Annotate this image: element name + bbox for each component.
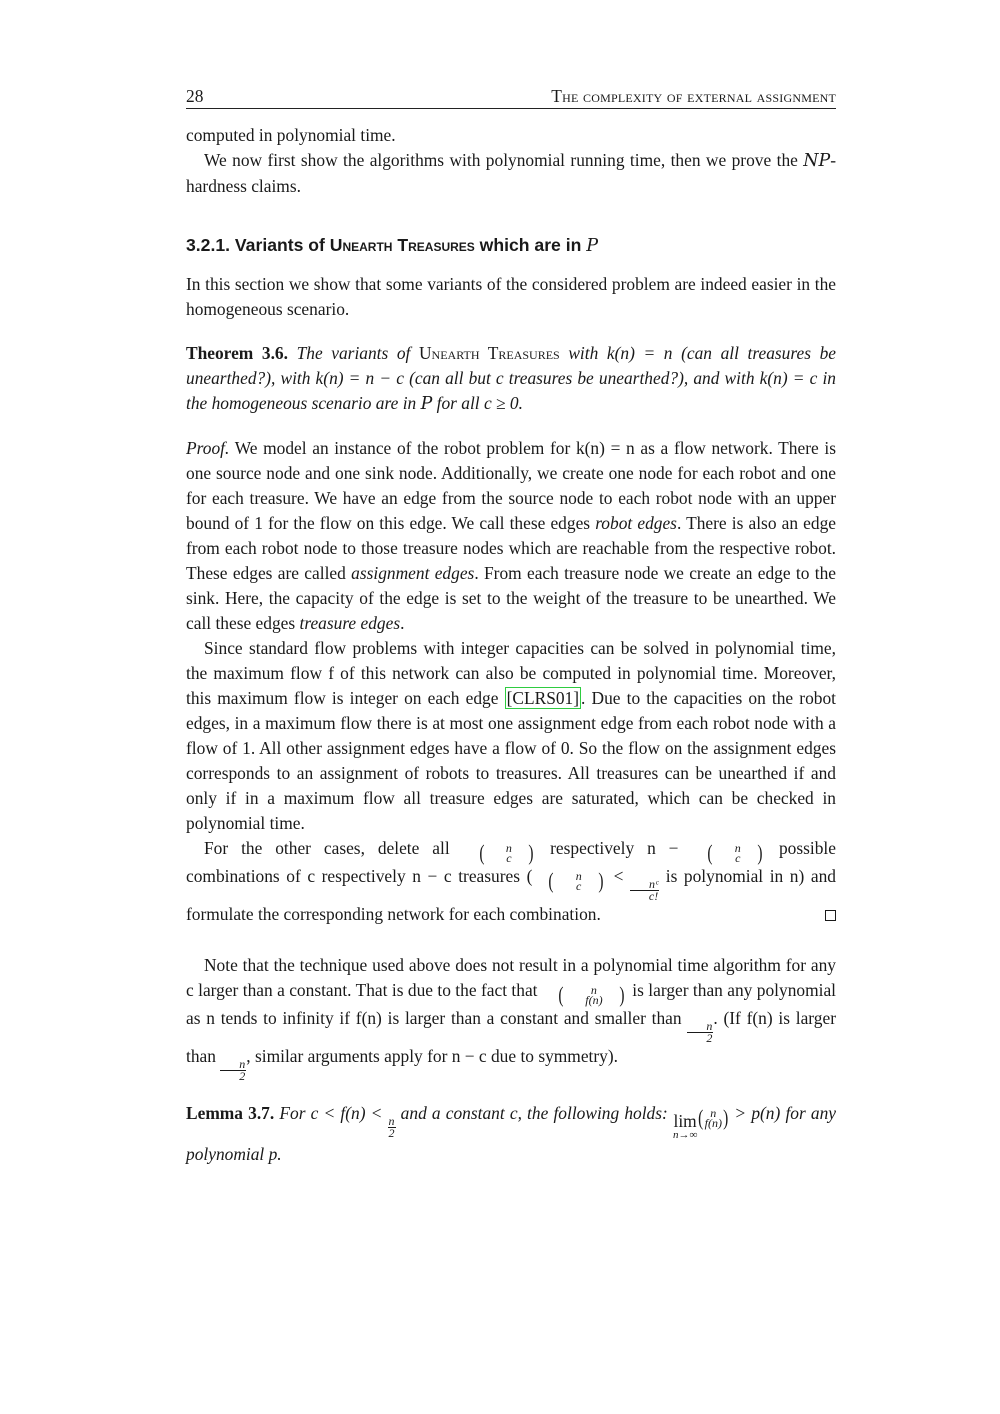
lemma-3-7 [186,1101,836,1167]
frac-numerator: n [388,1114,395,1128]
lemma-fraction-n-half [388,1116,396,1139]
theorem-text-2: with k(n) = n (can all treasures be unearthed?), with k(n) = n − c (can all but c treasures be unearthed?), and with k(n) = c in the homogeneous scenario are in [186,343,836,413]
fraction-nc-over-cfact [630,879,659,902]
proof3-text-b: respectively n − [537,838,692,858]
proof-paragraph-2 [186,636,836,836]
frac-numerator: n [687,1021,713,1033]
binom-bottom: c [576,879,582,893]
binom-top: n [734,841,741,855]
binomial-n-c-3: ( n c ) [548,868,604,893]
proof2-text-a: Since standard flow problems with integer capacities can be solved in polynomial time, the maximum flow f of this network can also be computed in polynomial time. Moreover, this maximum flow is integer on each edge [186,638,836,708]
proof-text-c: . From each treasure node we create an edge to the sink. Here, the capacity of the edge is set to the weight of the treasure to be unearthed. We call these edges [186,563,836,633]
citation-link[interactable]: [CLRS01] [506,688,580,708]
section-problem-name: Unearth Treasures [329,235,475,255]
section-intro: In this section we show that some variants of the considered problem are indeed easier in the homogeneous scenario. [186,274,836,319]
running-title: The complexity of external assignment [551,86,836,106]
qed-square-icon [825,910,836,921]
lemma-binomial-n-fn: ( n f(n) ) [698,1105,729,1130]
proof3-text-a: For the other cases, delete all [204,838,463,858]
frac-denominator: 2 [388,1126,395,1140]
theorem-label: Theorem 3.6. [186,343,288,363]
intro-text-a: We now first show the algorithms with polynomial running time, then we prove the [204,150,804,170]
theorem-problem-name: Unearth Treasures [418,343,560,363]
running-header [186,84,836,109]
page-number: 28 [186,86,204,106]
proof3-text-e: is polynomial in n) and formulate the corresponding network for each combination. [186,866,836,924]
proof-paragraph-3 [186,836,836,927]
note-text-d: , similar arguments apply for n − c due to symmetry). [246,1046,619,1066]
note-text-a: Note that the technique used above does not result in a polynomial time algorithm for any c larger than a constant. That is due to the fact that [186,955,836,1000]
term-treasure-edges: treasure edges [299,613,401,633]
binomial-n-fn: ( n f(n) ) [558,982,625,1007]
binomial-n-c: ( n c ) [478,840,534,865]
theorem-3-6 [186,341,836,417]
lemma-text-a: For c < f(n) < [279,1103,388,1123]
intro-line: computed in polynomial time. [186,125,396,145]
theorem-text-1: The variants of [296,343,419,363]
binomial-n-c-2: ( n c ) [707,840,763,865]
section-heading [186,233,836,258]
section-number: 3.2.1. [186,235,231,255]
theorem-class: P [420,394,433,414]
binom-top: n [505,841,512,855]
binom-bottom: f(n) [704,1116,722,1130]
proof-text-d: . [400,613,405,633]
fraction-n-half-2 [220,1059,246,1082]
paper-page [186,84,836,1167]
section-title-pre: Variants of [234,235,330,255]
proof-paragraph-1 [186,436,836,636]
binom-top: n [590,983,597,997]
binom-bottom: c [735,851,741,865]
lim-word: lim [673,1111,697,1131]
binom-top: n [710,1106,717,1120]
lemma-text-b: and a constant c, the following holds: [395,1103,673,1123]
note-paragraph [186,953,836,1082]
intro-paragraph [186,148,836,199]
note-text-b: is larger than any polynomial as n tends to infinity if f(n) is larger than a constant and smaller than [186,980,836,1028]
fraction-n-half [687,1021,713,1044]
term-assignment-edges: assignment edges [351,563,475,583]
proof2-text-b: . Due to the capacities on the robot edges, in a maximum flow there is at most one assignment edge from each robot node with a flow of 1. All other assignment edges have a flow of 0. So the flow on the assignment edges corresponds to an assignment of robots to treasures. All treasures can be unearthed if and only if in a maximum flow all treasure edges are saturated, which can be checked in polynomial time. [186,688,836,833]
term-robot-edges: robot edges [595,513,677,533]
binom-bottom: f(n) [585,993,603,1007]
section-title-post: which are in [474,235,587,255]
frac-denominator: 2 [239,1069,246,1083]
complexity-class-p: P [586,236,599,256]
limit-operator [672,1111,698,1142]
proof3-text-d: < [607,866,630,886]
proof-text-b: . There is also an edge from each robot node to those treasure nodes which are reachable from the respective robot. These edges are called [186,513,836,583]
lemma-label: Lemma 3.7. [186,1103,275,1123]
frac-numerator: n [220,1059,246,1071]
proof-label: Proof. [186,438,230,458]
proof3-text-c: possible combinations of c respectively n − c treasures ( [186,838,836,886]
frac-numerator: nᶜ [630,879,659,891]
lim-subscript: n→∞ [672,1129,698,1141]
np-symbol: NP [803,151,831,171]
theorem-text-3: for all c ≥ 0. [432,393,523,413]
frac-denominator: c! [648,889,659,903]
frac-denominator: 2 [706,1031,713,1045]
lemma-text-c: > p(n) for any polynomial p. [186,1103,836,1164]
note-text-c: . (If f(n) is larger than [186,1008,836,1066]
binom-bottom: c [506,851,512,865]
intro-text-b: -hardness claims. [186,150,836,196]
binom-top: n [575,869,582,883]
proof-text-a: We model an instance of the robot problem for k(n) = n as a flow network. There is one source node and one sink node. Additionally, we create one node for each robot and one for each treasure. We have an edge from the source node to each robot node with an upper bound of 1 for the flow on this edge. We call these edges [186,438,836,533]
